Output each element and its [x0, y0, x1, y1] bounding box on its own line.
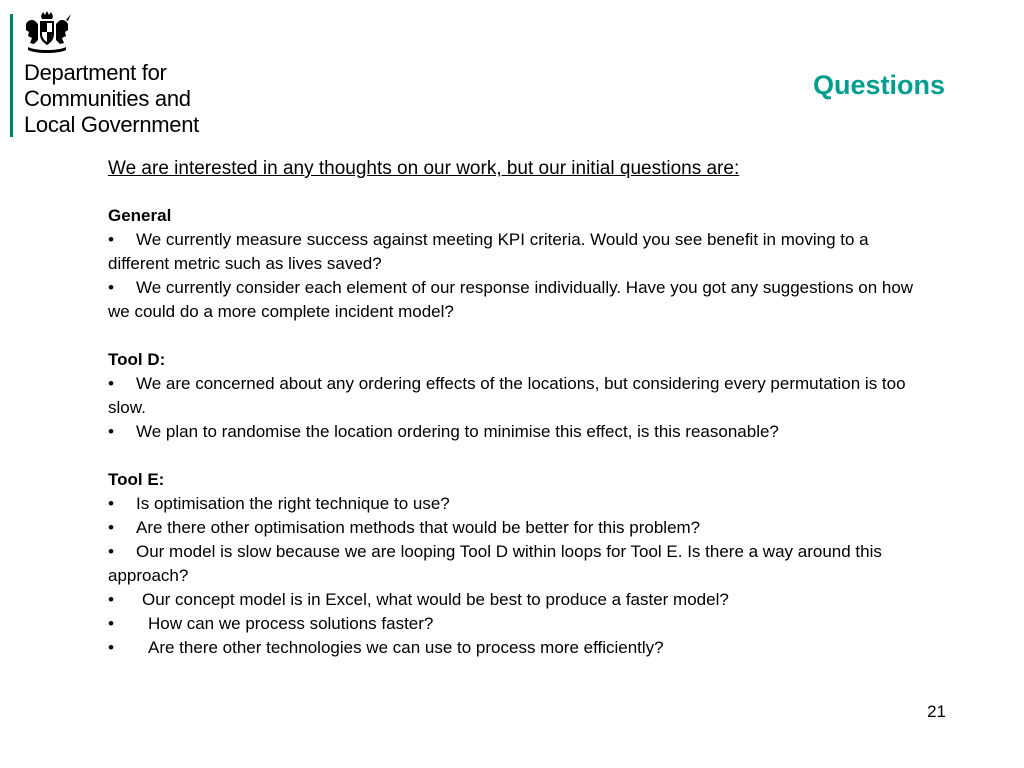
intro-text: We are interested in any thoughts on our work, but our initial questions are: — [108, 158, 740, 179]
bullet-icon: • — [108, 278, 114, 297]
bullet-text: Our concept model is in Excel, what would be best to produce a faster model? — [142, 590, 729, 609]
department-name-line-1: Department for — [24, 60, 167, 85]
section-heading: General — [108, 206, 172, 225]
bullet-text: We currently consider each element of our response individually. Have you got any suggestions on how we could do a more complete incident model? — [108, 278, 914, 321]
bullet-text: Are there other optimisation methods that would be better for this problem? — [136, 518, 701, 537]
bullet-icon: • — [108, 230, 114, 249]
bullet-item — [108, 372, 928, 420]
bullet-text: Our model is slow because we are looping Tool D within loops for Tool E. Is there a way around this approach? — [108, 542, 882, 585]
slide-title: Questions — [812, 70, 945, 100]
bullet-item — [108, 540, 928, 588]
bullet-text: How can we process solutions faster? — [148, 614, 434, 633]
bullet-item — [108, 612, 928, 636]
bullet-text: We currently measure success against meeting KPI criteria. Would you see benefit in moving to a different metric such as lives saved? — [108, 230, 869, 273]
section-tool-d — [108, 348, 928, 444]
bullet-item — [108, 588, 928, 612]
slide-content — [108, 156, 928, 684]
bullet-item — [108, 636, 928, 660]
bullet-item — [108, 516, 928, 540]
section-tool-e — [108, 468, 928, 660]
bullet-item — [108, 420, 928, 444]
bullet-icon: • — [108, 518, 114, 537]
section-heading: Tool E: — [108, 470, 165, 489]
bullet-text: We plan to randomise the location ordering to minimise this effect, is this reasonable? — [136, 422, 779, 441]
department-name-line-2: Communities and — [24, 86, 191, 111]
section-general — [108, 204, 928, 324]
section-heading: Tool D: — [108, 350, 166, 369]
bullet-icon: • — [108, 638, 114, 657]
bullet-item — [108, 492, 928, 516]
department-name-line-3: Local Government — [24, 112, 199, 137]
bullet-text: Is optimisation the right technique to use? — [136, 494, 450, 513]
royal-coat-of-arms-icon — [22, 10, 72, 54]
bullet-text: We are concerned about any ordering effects of the locations, but considering every permutation is too slow. — [108, 374, 906, 417]
bullet-icon: • — [108, 422, 114, 441]
bullet-icon: • — [108, 374, 114, 393]
bullet-item — [108, 276, 928, 324]
department-name — [24, 60, 199, 138]
bullet-text: Are there other technologies we can use to process more efficiently? — [148, 638, 664, 657]
bullet-item — [108, 228, 928, 276]
bullet-icon: • — [108, 590, 114, 609]
bullet-icon: • — [108, 494, 114, 513]
bullet-icon: • — [108, 542, 114, 561]
bullet-icon: • — [108, 614, 114, 633]
brand-accent-bar — [10, 14, 13, 137]
page-number: 21 — [927, 702, 946, 721]
